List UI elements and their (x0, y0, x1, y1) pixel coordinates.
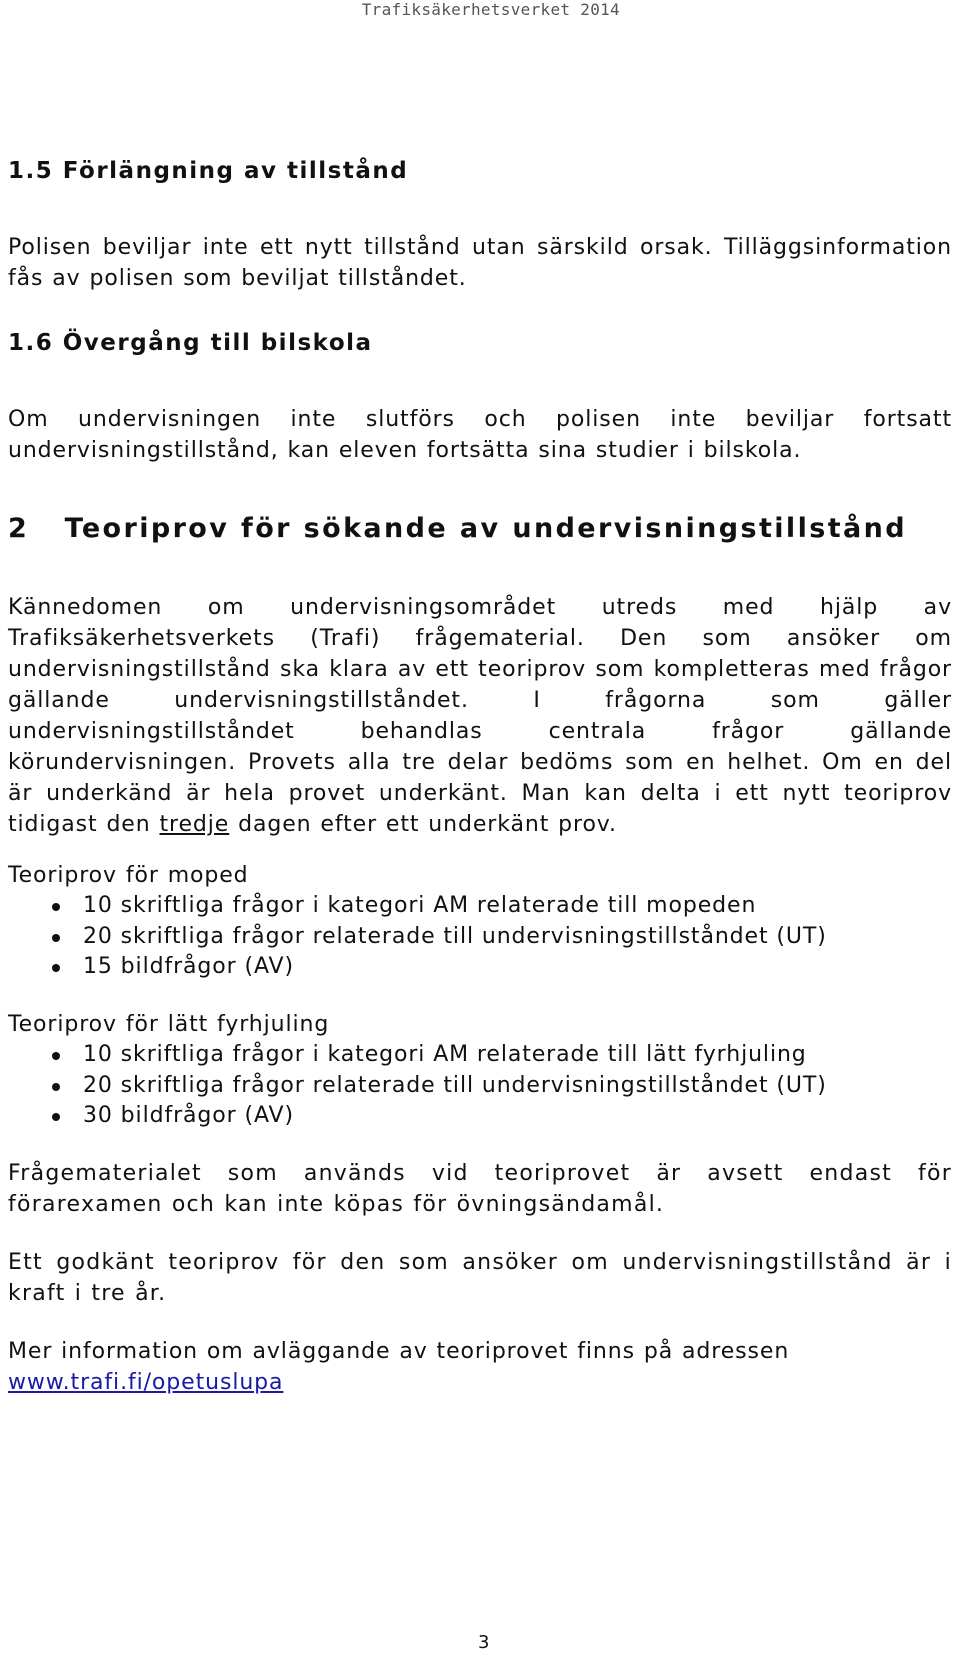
intro-text-end: dagen efter ett underkänt prov. (229, 812, 617, 837)
quad-exam-list (8, 1040, 827, 1132)
list-item-text: 10 skriftliga frågor i kategori AM relaterade till mopeden (83, 893, 757, 918)
more-info-text: Mer information om avläggande av teoriprovet finns på adressen (8, 1339, 790, 1364)
validity-note-paragraph: Ett godkänt teoriprov för den som ansöker om undervisningstillstånd är i kraft i tre år. (8, 1250, 952, 1306)
list-item-text: 20 skriftliga frågor relaterade till undervisningstillståndet (UT) (83, 1072, 827, 1098)
list-item-text: 15 bildfrågor (AV) (83, 954, 294, 979)
list-item (8, 1071, 827, 1102)
bullet-icon (52, 964, 60, 972)
list-item (8, 922, 827, 953)
more-info-paragraph (8, 1336, 952, 1398)
running-header: Trafiksäkerhetsverket 2014 (361, 0, 620, 19)
trafi-link[interactable]: www.trafi.fi/opetuslupa (8, 1370, 284, 1395)
section-1-6-paragraph: Om undervisningen inte slutförs och polisen inte beviljar fortsatt undervisningstillstånd, kan eleven fortsätta sina studier i bilskola. (8, 407, 952, 463)
quad-exam-title: Teoriprov för lätt fyrhjuling (8, 1012, 330, 1037)
bullet-icon (52, 1113, 60, 1121)
section-1-5-heading: 1.5 Förlängning av tillstånd (8, 158, 409, 184)
list-item (8, 952, 827, 983)
section-1-5-paragraph: Polisen beviljar inte ett nytt tillstånd utan särskild orsak. Tilläggsinformation fås av polisen som beviljat tillståndet. (8, 235, 952, 291)
moped-exam-title: Teoriprov för moped (8, 863, 249, 888)
material-note-paragraph: Frågematerialet som används vid teoriprovet är avsett endast för förarexamen och kan inte köpas för övningsändamål. (8, 1161, 952, 1217)
section-2-heading-text: 2 Teoriprov för sökande av undervisningstillstånd (8, 513, 907, 544)
section-1-6-heading: 1.6 Övergång till bilskola (8, 330, 373, 356)
bullet-icon (52, 903, 60, 911)
list-item (8, 891, 827, 922)
list-item-text: 30 bildfrågor (AV) (83, 1103, 294, 1128)
bullet-icon (52, 934, 60, 942)
bullet-icon (52, 1083, 60, 1091)
list-item (8, 1040, 827, 1071)
intro-text-start: Kännedomen om undervisningsområdet utreds med hjälp av Trafiksäkerhetsverkets (Trafi) frågematerial. Den som ansöker om undervisningstillstånd ska klara av ett teoriprov som kompletteras med frågor gällande undervisningstillståndet. I frågorna som gäller undervisningstillståndet behandlas centrala frågor gällande körundervisningen. Provets alla tre delar bedöms som en helhet. Om en del är underkänd är hela provet underkänt. Man kan delta i ett nytt teoriprov tidigast den (8, 595, 952, 837)
page-number: 3 (478, 1632, 490, 1653)
section-2-intro-paragraph (8, 592, 952, 840)
intro-underlined-word: tredje (159, 812, 230, 837)
section-2-heading (8, 513, 907, 544)
bullet-icon (52, 1052, 60, 1060)
moped-exam-list (8, 891, 827, 983)
list-item-text: 10 skriftliga frågor i kategori AM relaterade till lätt fyrhjuling (83, 1042, 807, 1067)
list-item-text: 20 skriftliga frågor relaterade till undervisningstillståndet (UT) (83, 923, 827, 949)
list-item (8, 1101, 827, 1132)
